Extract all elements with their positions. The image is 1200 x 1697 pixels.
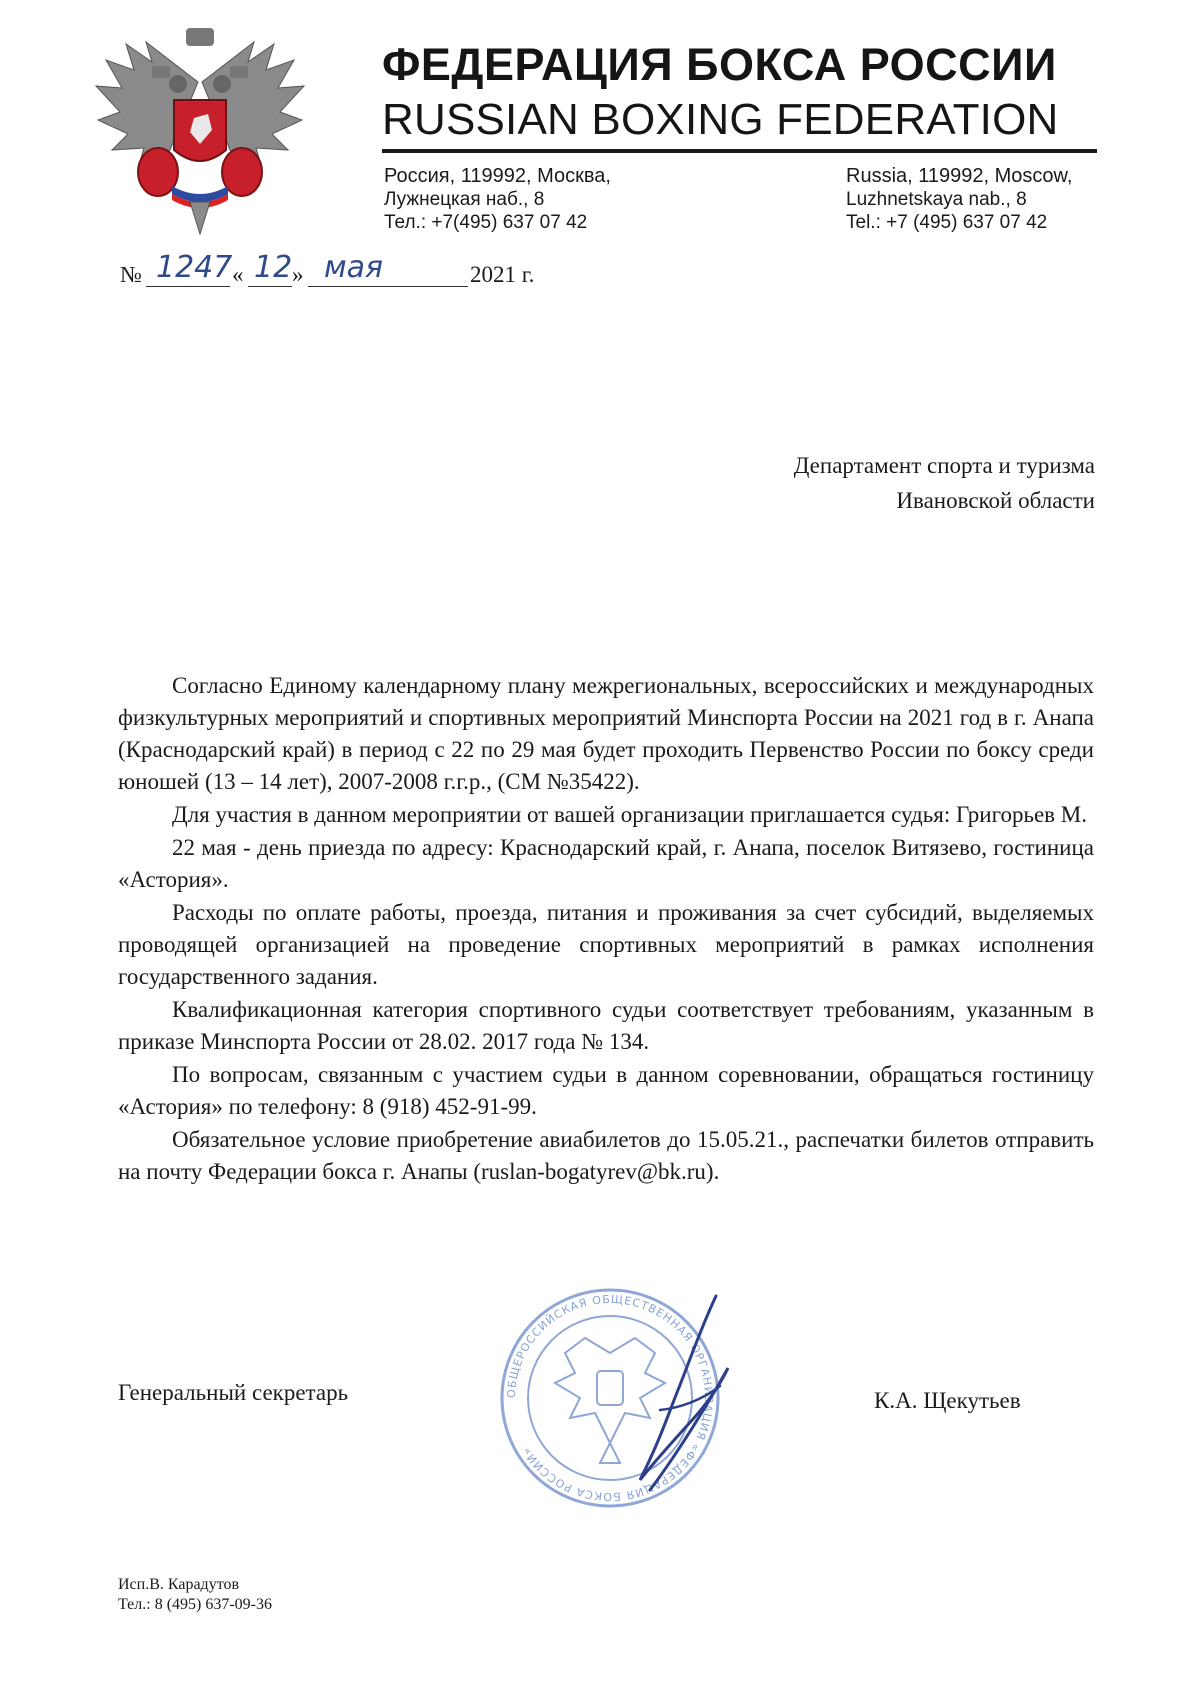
month-blank-line	[308, 286, 468, 287]
address-en-phone: Tel.: +7 (495) 637 07 42	[846, 212, 1048, 233]
address-ru-phone: Тел.: +7(495) 637 07 42	[384, 212, 588, 233]
letter-body	[118, 670, 1094, 1189]
address-ru-street: Лужнецкая наб., 8	[384, 189, 545, 210]
quote-open: «	[232, 262, 244, 287]
handwritten-signature	[620, 1290, 735, 1500]
body-paragraph: По вопросам, связанным с участием судьи в данном соревновании, обращаться гостиницу «Астория» по телефону: 8 (918) 452-91-99.	[118, 1062, 1094, 1119]
body-paragraph: 22 мая - день приезда по адресу: Краснодарский край, г. Анапа, поселок Витязево, гостиница «Астория».	[118, 835, 1094, 892]
addressee-line-1: Департамент спорта и туризма	[793, 453, 1095, 478]
number-blank-line	[146, 286, 230, 287]
address-en	[846, 165, 1116, 234]
registration-line	[120, 250, 640, 296]
address-en-street: Luzhnetskaya nab., 8	[846, 189, 1027, 210]
svg-text:ОБЩЕРОССИЙСКАЯ ОБЩЕСТВЕННАЯ ОР: ОБЩЕРОССИЙСКАЯ ОБЩЕСТВЕННАЯ ОРГАНИЗАЦИЯ «ФЕДЕРАЦИЯ БОКСА РОССИИ»	[504, 1292, 716, 1504]
day-blank-line	[248, 286, 292, 287]
body-paragraph: Для участия в данном мероприятии от вашей организации приглашается судья: Григорьев М.	[172, 802, 1087, 827]
executor-name: Исп.В. Карадутов	[118, 1576, 240, 1593]
federation-emblem-logo	[86, 22, 314, 242]
number-label: №	[120, 262, 142, 287]
addressee-line-2: Ивановской области	[896, 488, 1095, 513]
body-paragraph: Расходы по оплате работы, проезда, питания и проживания за счет субсидий, выделяемых проводящей организацией на проведение спортивных мероприятий в рамках исполнения государственного задания.	[118, 900, 1094, 989]
handwritten-day: 12	[254, 250, 293, 285]
org-name-ru: ФЕДЕРАЦИЯ БОКСА РОССИИ	[382, 39, 1057, 90]
header-divider	[382, 149, 1097, 153]
handwritten-number: 1247	[156, 250, 233, 285]
body-paragraph: Обязательное условие приобретение авиабилетов до 15.05.21., распечатки билетов отправить на почту Федерации бокса г. Анапы (ruslan-bogatyrev@bk.ru).	[118, 1127, 1094, 1184]
executor-footer	[118, 1575, 272, 1615]
body-paragraph: Согласно Единому календарному плану межрегиональных, всероссийских и международных физкультурных мероприятий и спортивных мероприятий Минспорта России на 2021 год в г. Анапа (Краснодарский край) в период с 22 по 29 мая будет проходить Первенство России по боксу среди юношей (13 – 14 лет), 2007-2008 г.г.р., (СМ №35422).	[118, 673, 1094, 794]
org-name-en: RUSSIAN BOXING FEDERATION	[382, 95, 1059, 144]
quote-close: »	[292, 262, 304, 287]
signer-name: К.А. Щекутьев	[874, 1388, 1021, 1413]
address-ru	[384, 165, 714, 234]
signer-title: Генеральный секретарь	[118, 1380, 349, 1405]
body-paragraph: Квалификационная категория спортивного судьи соответствует требованиям, указанным в приказе Минспорта России от 28.02. 2017 года № 134.	[118, 997, 1094, 1054]
address-en-city: Russia, 119992, Moscow,	[846, 165, 1073, 187]
addressee-block	[640, 448, 1095, 518]
address-ru-city: Россия, 119992, Москва,	[384, 165, 611, 187]
executor-phone: Тел.: 8 (495) 637-09-36	[118, 1596, 273, 1613]
handwritten-month: мая	[324, 250, 384, 285]
year-text: 2021 г.	[470, 262, 535, 287]
